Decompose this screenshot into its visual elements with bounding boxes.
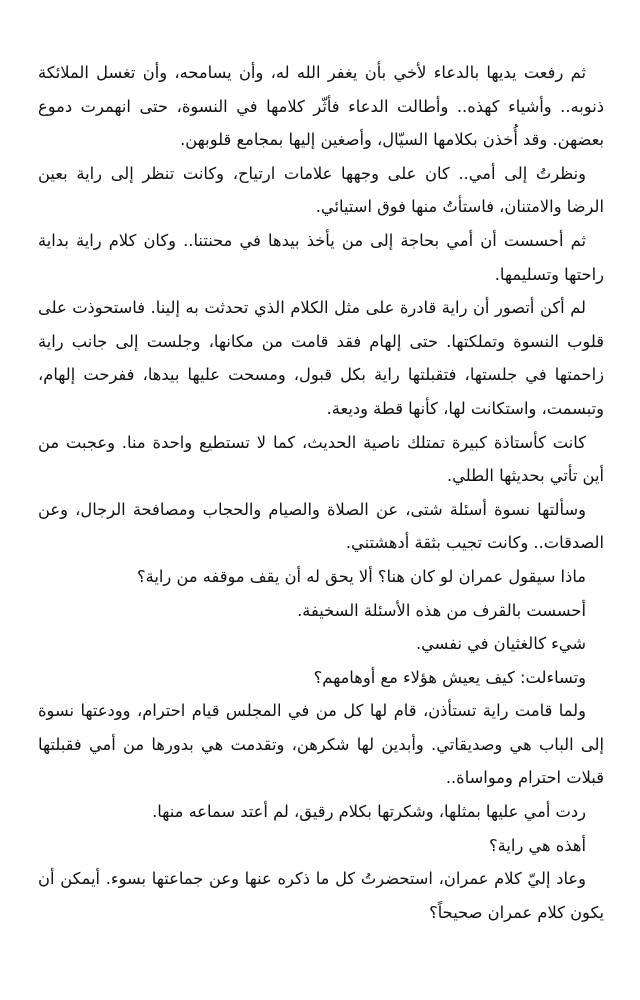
paragraph-raya-speech: لم أكن أتصور أن راية قادرة على مثل الكلام الذي تحدثت به إلينا. فاستحوذت على قلوب النسوة وتملكتها. حتى إلهام فقد قامت من مكانها، وجلست إلى جانب راية زاحمتها في جلستها، فتقبلتها راية بكل قبول، ومسحت عليها بيدها، ففرحت إلهام، وتبسمت، واستكانت لها، كأنها قطة وديعة. <box>38 298 604 418</box>
line-wonder: وتساءلت: كيف يعيش هؤلاء مع أوهامهم؟ <box>313 667 586 687</box>
paragraph-questions: وسألتها نسوة أسئلة شتى، عن الصلاة والصيام والحجاب ومصافحة الرجال، وعن الصدقات.. وكانت تجيب بثقة أدهشتني. <box>38 499 604 553</box>
line-is-this-raya: أهذه هي راية؟ <box>489 835 586 855</box>
line-mother-reply: ردت أمي عليها بمثلها، وشكرتها بكلام رقيق، لم أعتد سماعه منها. <box>152 802 586 822</box>
paragraph-teacher: كانت كأستاذة كبيرة تمتلك ناصية الحديث، كما لا تستطيع واحدة منا. وعجبت من أين تأتي بحديثها الطلي. <box>38 432 604 486</box>
paragraph-omran-words: وعاد إليّ كلام عمران، استحضرتُ كل ما ذكره عنها وعن جماعتها بسوء. أيمكن أن يكون كلام عمران صحيحاً؟ <box>38 869 604 922</box>
paragraph-farewell: ولما قامت راية تستأذن، قام لها كل من في المجلس قيام احترام، وودعتها نسوة إلى الباب هي وصديقاتي. وأبدين لها شكرهن، وتقدمت هي بدورها من أمي فقبلتها قبلات احترام ومواساة.. <box>38 701 604 788</box>
line-disgust: أحسست بالقرف من هذه الأسئلة السخيفة. <box>297 600 586 620</box>
paragraph-mother-need: ثم أحسست أن أمي بحاجة إلى من يأخذ بيدها في محنتنا.. وكان كلام راية بداية راحتها وتسليمها. <box>38 230 604 284</box>
paragraph-mother-look: ونظرتُ إلى أمي.. كان على وجهها علامات ارتياح، وكانت تنظر إلى راية بعين الرضا والامتنان، فاستأتُ منها فوق استيائي. <box>38 163 604 217</box>
line-nausea: شيء كالغثيان في نفسي. <box>415 634 586 654</box>
line-omran-question: ماذا سيقول عمران لو كان هنا؟ ألا يحق له أن يقف موقفه من راية؟ <box>137 566 586 586</box>
paragraph-prayer: ثم رفعت يديها بالدعاء لأخي بأن يغفر الله له، وأن يسامحه، وأن تغسل الملائكة ذنوبه.. وأشياء كهذه.. وأطالت الدعاء فأثّر كلامها في النسوة، حتى انهمرت دموع بعضهن. وقد أُخذن بكلامها السيّال، وأصغين إليها بمجامع قلوبهن. <box>38 63 604 150</box>
